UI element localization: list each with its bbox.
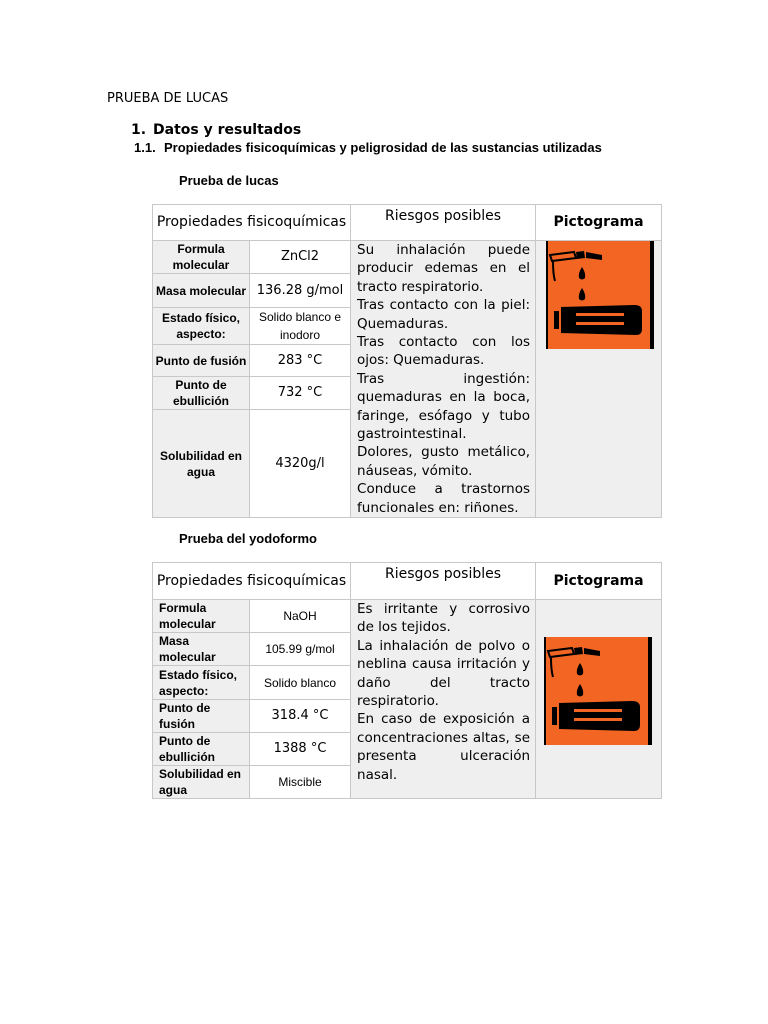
row-label: Solubilidad en agua	[153, 410, 250, 518]
row-value: NaOH	[250, 600, 351, 633]
risks-cell	[351, 600, 536, 799]
pictogram-cell	[536, 600, 662, 799]
risk-item: Tras contacto con los ojos: Quemaduras.	[357, 334, 531, 369]
properties-table-lucas	[152, 204, 662, 518]
row-label: Punto de ebullición	[153, 377, 250, 410]
row-value: 4320g/l	[250, 410, 351, 518]
subsection-number: 1.1.	[134, 140, 156, 155]
row-label: Estado físico, aspecto:	[153, 308, 250, 345]
risks-cell	[351, 241, 536, 518]
row-value: 1388 °C	[250, 733, 351, 766]
row-value: 105.99 g/mol	[250, 633, 351, 666]
row-value: 318.4 °C	[250, 700, 351, 733]
corrosive-hazard-icon	[546, 241, 654, 349]
section-title: Datos y resultados	[153, 122, 302, 138]
risk-item: Tras ingestión: quemaduras en la boca, faringe, esófago y tubo gastrointestinal.	[357, 370, 531, 443]
risk-item: En caso de exposición a concentraciones altas, se presenta ulceración nasal.	[357, 711, 531, 783]
row-label: Masa molecular	[153, 633, 250, 666]
risk-item: Conduce a trastornos funcionales en: riñones.	[357, 481, 531, 516]
header-properties: Propiedades fisicoquímicas	[153, 205, 351, 241]
row-value: Solido blanco e inodoro	[250, 308, 351, 345]
row-label: Formula molecular	[153, 600, 250, 633]
row-label: Punto de ebullición	[153, 733, 250, 766]
row-value: Miscible	[250, 766, 351, 799]
header-pictogram: Pictograma	[536, 563, 662, 600]
risk-item: Dolores, gusto metálico, náuseas, vómito.	[357, 444, 531, 479]
row-label: Punto de fusión	[153, 345, 250, 377]
pictogram-cell	[536, 241, 662, 518]
table-heading-yodoformo: Prueba del yodoformo	[179, 531, 317, 546]
risk-item: Su inhalación puede producir edemas en el tracto respiratorio.	[357, 242, 531, 295]
section-number: 1.	[131, 122, 147, 138]
row-label: Masa molecular	[153, 274, 250, 308]
header-risks: Riesgos posibles	[351, 205, 536, 241]
subsection-title: Propiedades fisicoquímicas y peligrosidad de las sustancias utilizadas	[164, 140, 602, 155]
row-value: Solido blanco	[250, 666, 351, 700]
row-value: ZnCl2	[250, 241, 351, 274]
risk-item: La inhalación de polvo o neblina causa irritación y daño del tracto respiratorio.	[357, 637, 531, 710]
row-value: 283 °C	[250, 345, 351, 377]
row-label: Solubilidad en agua	[153, 766, 250, 799]
properties-table-yodoformo	[152, 562, 662, 799]
risk-item: Es irritante y corrosivo de los tejidos.	[357, 601, 531, 636]
row-label: Punto de fusión	[153, 700, 250, 733]
header-risks: Riesgos posibles	[351, 563, 536, 600]
header-pictogram: Pictograma	[536, 205, 662, 241]
section-heading	[131, 122, 301, 138]
risk-item: Tras contacto con la piel: Quemaduras.	[357, 297, 531, 332]
row-label: Formula molecular	[153, 241, 250, 274]
document-title: PRUEBA DE LUCAS	[107, 91, 229, 106]
table-heading-lucas: Prueba de lucas	[179, 173, 279, 188]
row-value: 136.28 g/mol	[250, 274, 351, 308]
corrosive-hazard-icon	[544, 637, 652, 745]
subsection-heading	[134, 140, 602, 155]
header-properties: Propiedades fisicoquímicas	[153, 563, 351, 600]
row-value: 732 °C	[250, 377, 351, 410]
row-label: Estado físico, aspecto:	[153, 666, 250, 700]
